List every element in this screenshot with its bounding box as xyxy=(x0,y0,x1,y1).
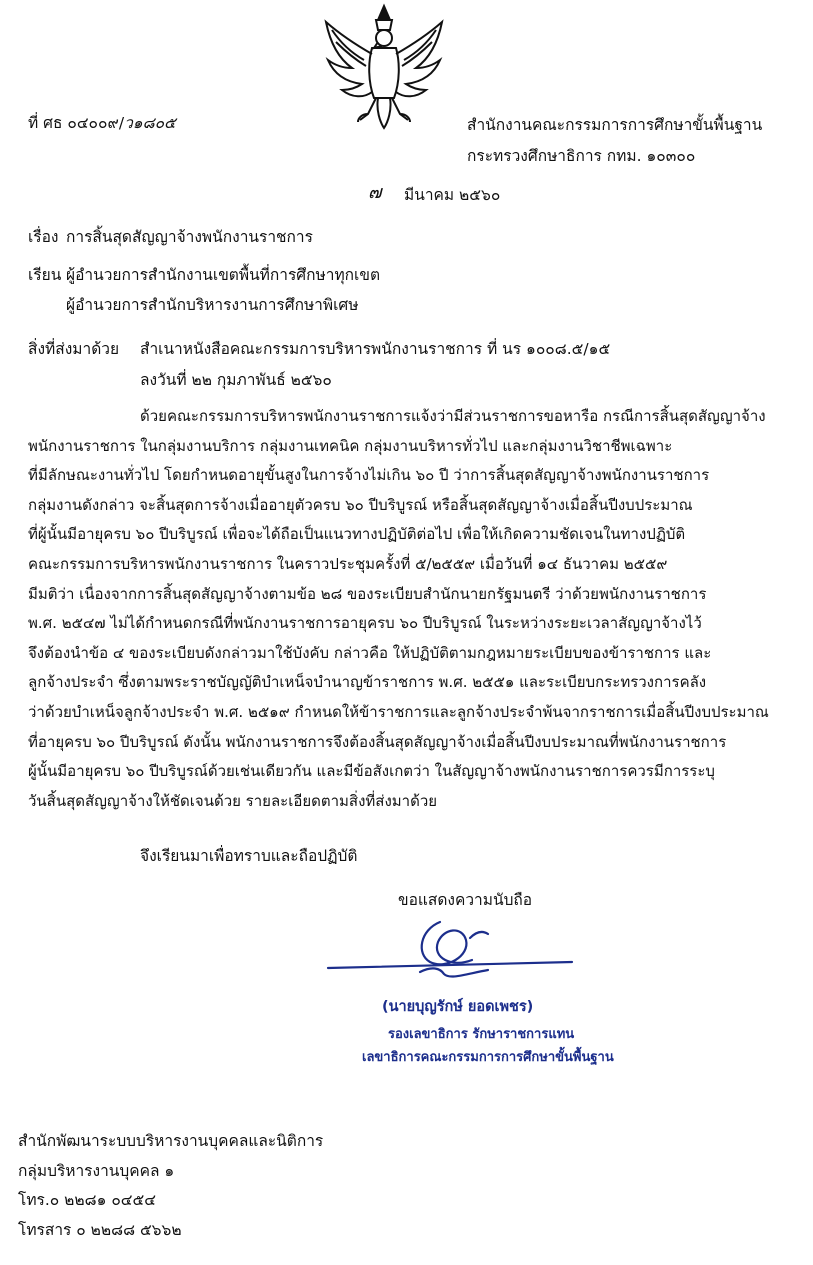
footer-phone: โทร.๐ ๒๒๘๑ ๐๔๕๔ xyxy=(18,1191,156,1209)
enclosure-label: สิ่งที่ส่งมาด้วย xyxy=(28,340,120,358)
recipient-line-2: ผู้อำนวยการสำนักบริหารงานการศึกษาพิเศษ xyxy=(66,296,359,314)
document-number-handwritten: ว๑๘๐๕ xyxy=(124,114,176,132)
agency-address: กระทรวงศึกษาธิการ กทม. ๑๐๓๐๐ xyxy=(467,147,696,165)
subject-text: การสิ้นสุดสัญญาจ้างพนักงานราชการ xyxy=(66,228,313,246)
agency-name: สำนักงานคณะกรรมการการศึกษาขั้นพื้นฐาน xyxy=(467,116,763,134)
salutation: ขอแสดงความนับถือ xyxy=(398,891,533,909)
body-text xyxy=(28,402,798,816)
body-line: มีมติว่า เนื่องจากการสิ้นสุดสัญญาจ้างตามข้อ ๒๘ ของระเบียบสำนักนายกรัฐมนตรี ว่าด้วยพนักงานราชการ xyxy=(28,584,707,603)
body-line: ที่ผู้นั้นมีอายุครบ ๖๐ ปีบริบูรณ์ เพื่อจะได้ถือเป็นแนวทางปฏิบัติต่อไป เพื่อให้เกิดความชัดเจนในทางปฏิบัติ xyxy=(28,525,686,544)
document-number-prefix: ที่ ศธ ๐๔๐๐๙/ xyxy=(28,114,125,132)
body-line: ผู้นั้นมีอายุครบ ๖๐ ปีบริบูรณ์ด้วยเช่นเดียวกัน และมีข้อสังเกตว่า ในสัญญาจ้างพนักงานราชการควรมีการระบุ xyxy=(28,762,715,781)
garuda-emblem xyxy=(318,2,450,132)
signatory-title-2: เลขาธิการคณะกรรมการการศึกษาขั้นพื้นฐาน xyxy=(362,1050,614,1065)
document-date: มีนาคม ๒๕๖๐ xyxy=(404,186,501,204)
footer-fax: โทรสาร ๐ ๒๒๘๘ ๕๖๖๒ xyxy=(18,1221,182,1239)
body-line: ลูกจ้างประจำ ซึ่งตามพระราชบัญญัติบำเหน็จบำนาญข้าราชการ พ.ศ. ๒๕๕๑ และระเบียบกระทรวงการคลัง xyxy=(28,673,707,692)
body-line: คณะกรรมการบริหารพนักงานราชการ ในคราวประชุมครั้งที่ ๕/๒๕๕๙ เมื่อวันที่ ๑๔ ธันวาคม ๒๕๕๙ xyxy=(28,554,668,573)
enclosure-line-1: สำเนาหนังสือคณะกรรมการบริหารพนักงานราชการ ที่ นร ๑๐๐๘.๕/๑๕ xyxy=(140,340,611,358)
body-line: ด้วยคณะกรรมการบริหารพนักงานราชการแจ้งว่ามีส่วนราชการขอหารือ กรณีการสิ้นสุดสัญญาจ้าง xyxy=(140,407,766,425)
body-line: กลุ่มงานดังกล่าว จะสิ้นสุดการจ้างเมื่ออายุตัวครบ ๖๐ ปีบริบูรณ์ หรือสิ้นสุดสัญญาจ้างเมื่อสิ้นปีงบประมาณ xyxy=(28,495,693,514)
handwritten-signature xyxy=(320,908,580,984)
body-line: ที่มีลักษณะงานทั่วไป โดยกำหนดอายุขั้นสูงในการจ้างไม่เกิน ๖๐ ปี ว่าการสิ้นสุดสัญญาจ้างพนักงานราชการ xyxy=(28,466,710,485)
body-line: ว่าด้วยบำเหน็จลูกจ้างประจำ พ.ศ. ๒๕๑๙ กำหนดให้ข้าราชการและลูกจ้างประจำพ้นจากราชการเมื่อสิ้นปีงบประมาณ xyxy=(28,702,769,721)
body-line: ที่อายุครบ ๖๐ ปีบริบูรณ์ ดังนั้น พนักงานราชการจึงต้องสิ้นสุดสัญญาจ้างเมื่อสิ้นปีงบประมาณที่พนักงานราชการ xyxy=(28,732,727,751)
date-day-handwritten: ๗ xyxy=(368,182,382,203)
recipient-line-1: ผู้อำนวยการสำนักงานเขตพื้นที่การศึกษาทุกเขต xyxy=(66,266,381,284)
subject-label: เรื่อง xyxy=(28,228,59,246)
body-line: พ.ศ. ๒๕๔๗ ไม่ได้กำหนดกรณีที่พนักงานราชการอายุครบ ๖๐ ปีบริบูรณ์ ในระหว่างระยะเวลาสัญญาจ้างไว้ xyxy=(28,614,702,633)
recipient-label: เรียน xyxy=(28,266,62,284)
footer-group: กลุ่มบริหารงานบุคคล ๑ xyxy=(18,1162,175,1180)
signatory-title-1: รองเลขาธิการ รักษาราชการแทน xyxy=(388,1027,575,1042)
signatory-name: (นายบุญรักษ์ ยอดเพชร) xyxy=(382,999,534,1015)
footer-office: สำนักพัฒนาระบบบริหารงานบุคคลและนิติการ xyxy=(18,1132,324,1150)
enclosure-line-2: ลงวันที่ ๒๒ กุมภาพันธ์ ๒๕๖๐ xyxy=(140,371,332,389)
body-line: จึงต้องนำข้อ ๔ ของระเบียบดังกล่าวมาใช้บังคับ กล่าวคือ ให้ปฏิบัติตามกฎหมายระเบียบของข้าราชการ และ xyxy=(28,643,712,662)
body-line: พนักงานราชการ ในกลุ่มงานบริการ กลุ่มงานเทคนิค กลุ่มงานบริหารทั่วไป และกลุ่มงานวิชาชีพเฉพาะ xyxy=(28,436,673,455)
document-number xyxy=(28,110,176,135)
body-line: วันสิ้นสุดสัญญาจ้างให้ชัดเจนด้วย รายละเอียดตามสิ่งที่ส่งมาด้วย xyxy=(28,791,438,810)
closing-sentence: จึงเรียนมาเพื่อทราบและถือปฏิบัติ xyxy=(140,847,358,865)
